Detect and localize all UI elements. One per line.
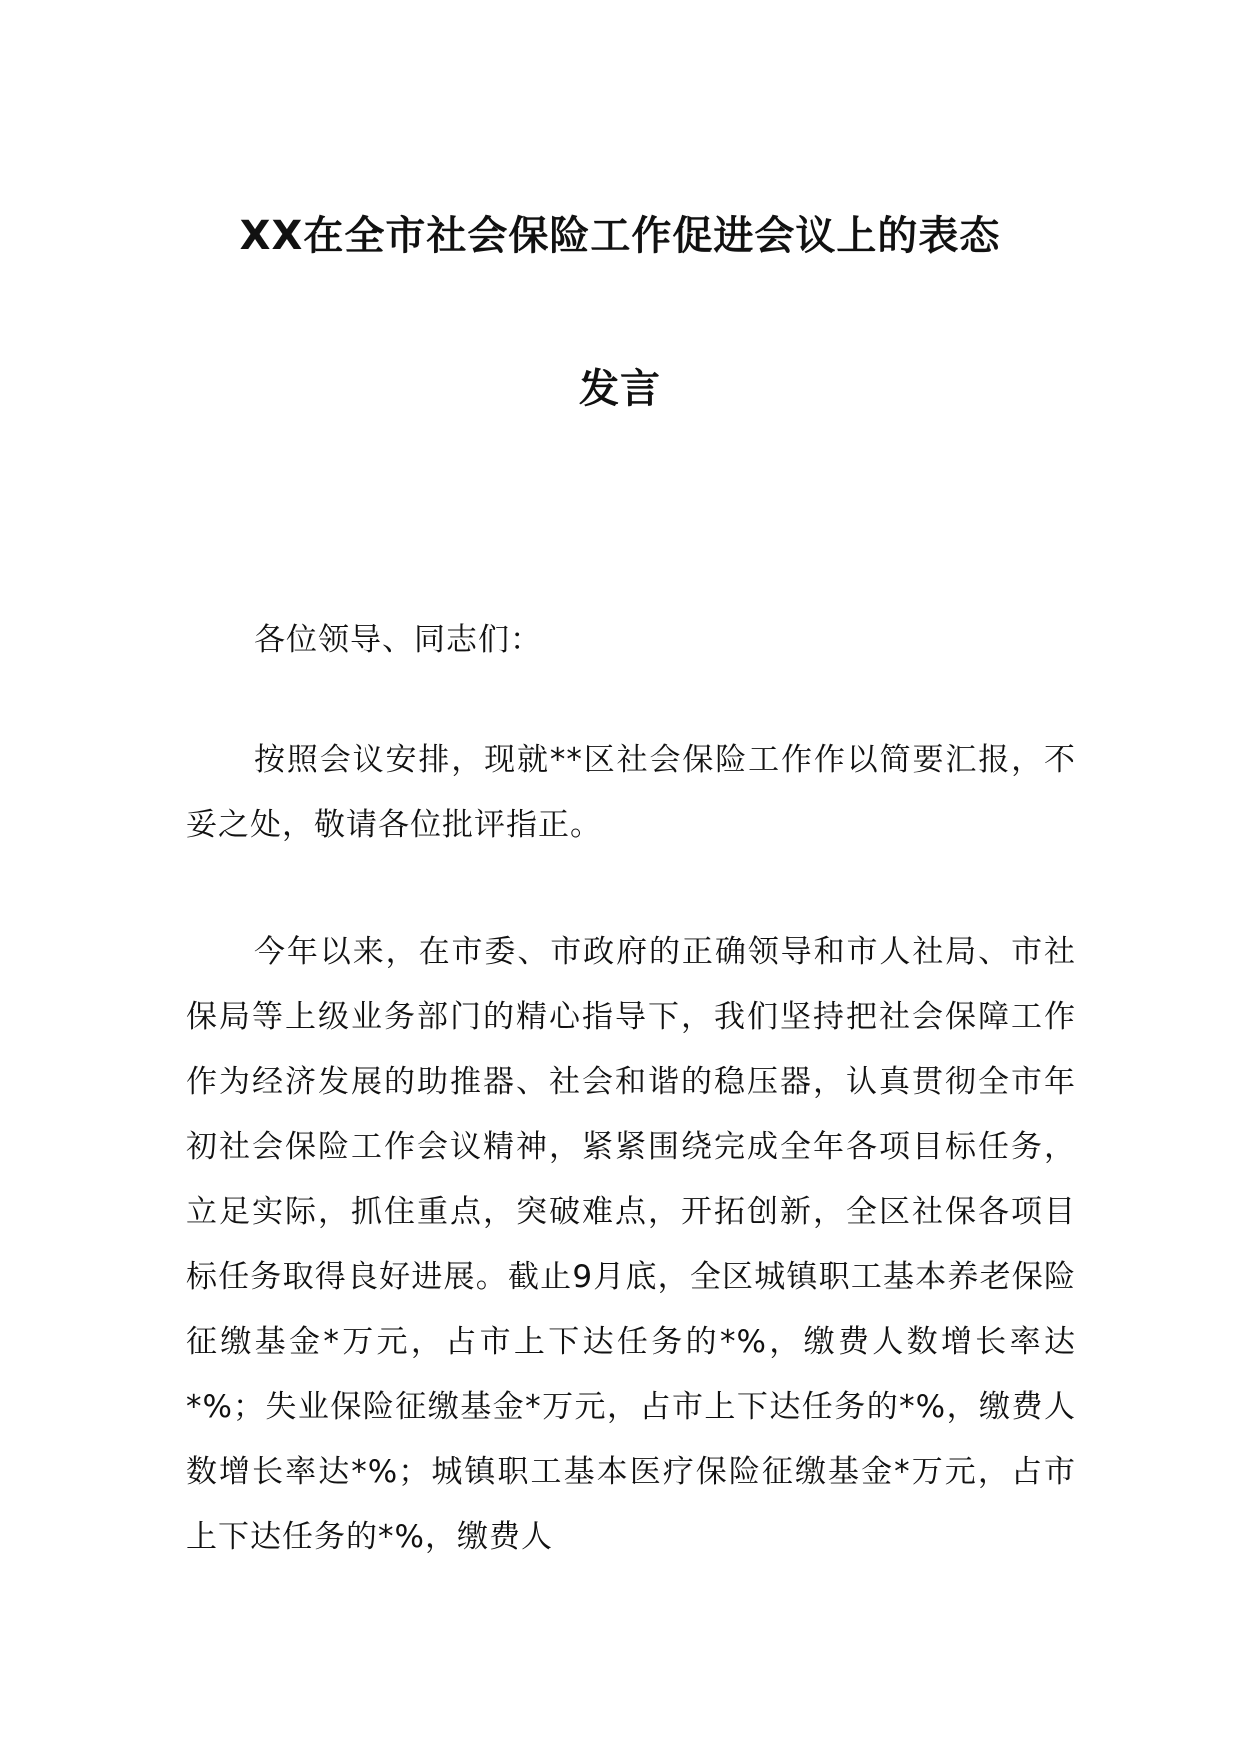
- progress-paragraph: 今年以来，在市委、市政府的正确领导和市人社局、市社保局等上级业务部门的精心指导下，我们坚持把社会保障工作作为经济发展的助推器、社会和谐的稳压器，认真贯彻全市年初社会保险工作会议精神，紧紧围绕完成全年各项目标任务，立足实际，抓住重点，突破难点，开拓创新，全区社保各项目标任务取得良好进展。截止9月底，全区城镇职工基本养老保险征缴基金*万元，占市上下达任务的*%，缴费人数增长率达*%；失业保险征缴基金*万元，占市上下达任务的*%，缴费人数增长率达*%；城镇职工基本医疗保险征缴基金*万元，占市上下达任务的*%，缴费人: [186, 934, 1076, 1555]
- salutation-paragraph: 各位领导、同志们：: [254, 622, 542, 658]
- document-title-line-2: 发言: [579, 366, 661, 412]
- document-title-line-1: XX在全市社会保险工作促进会议上的表态: [239, 213, 1001, 259]
- intro-paragraph: 按照会议安排，现就**区社会保险工作作以简要汇报，不妥之处，敬请各位批评指正。: [186, 742, 1076, 843]
